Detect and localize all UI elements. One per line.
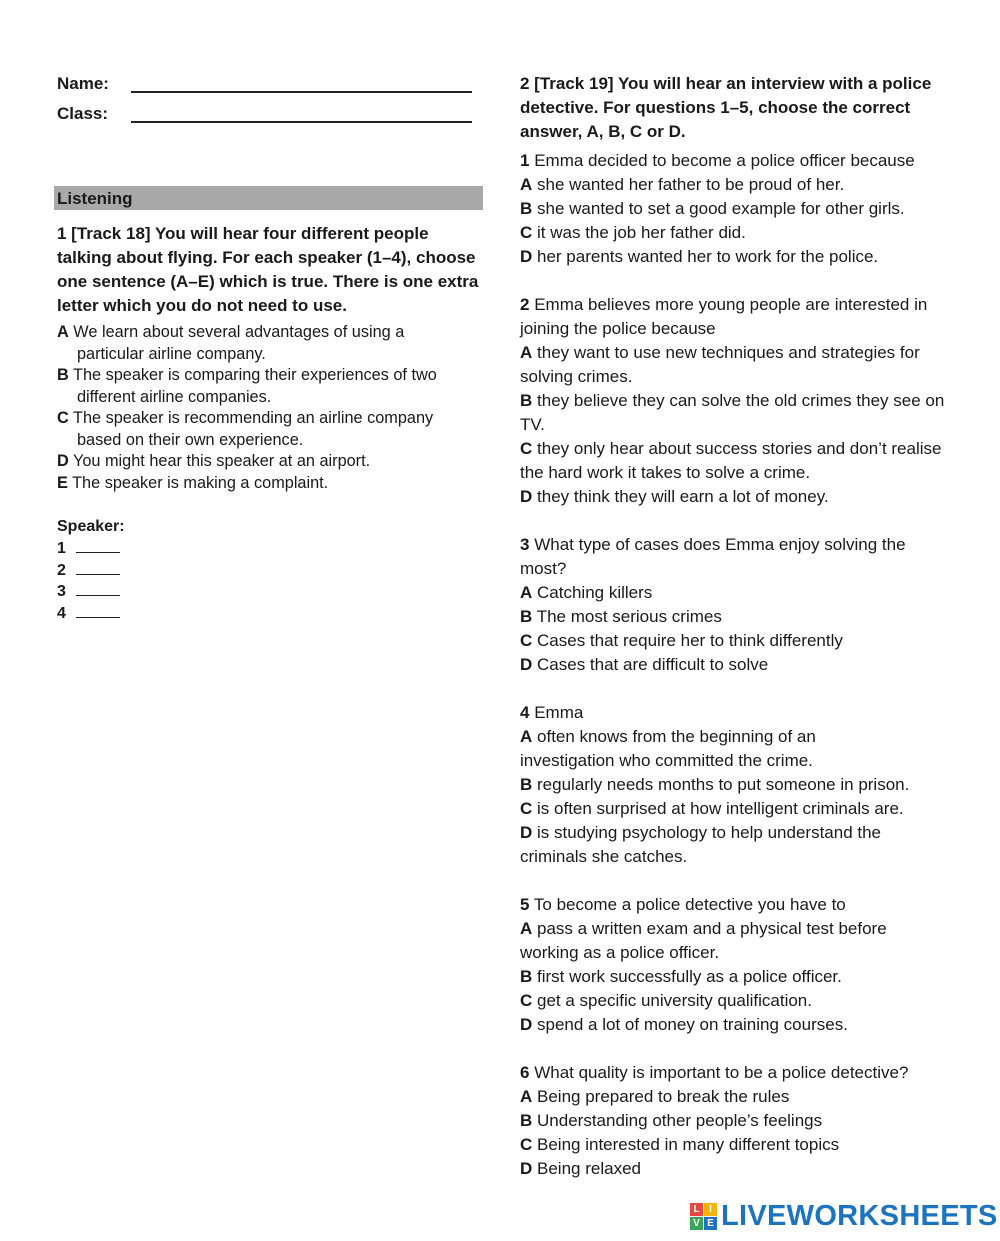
question-2 bbox=[520, 293, 945, 509]
option-letter: B bbox=[520, 391, 533, 410]
option-letter: C bbox=[520, 631, 533, 650]
option-text-cont: based on their own experience. bbox=[77, 430, 304, 449]
option-letter: C bbox=[520, 1135, 533, 1154]
question-number: 2 bbox=[520, 295, 530, 314]
answer-option[interactable] bbox=[520, 1013, 945, 1037]
option-letter: A bbox=[520, 343, 533, 362]
option-letter: C bbox=[520, 991, 533, 1010]
speaker-number: 3 bbox=[57, 583, 66, 600]
option-c bbox=[57, 408, 487, 451]
option-text: spend a lot of money on training courses. bbox=[537, 1015, 848, 1034]
option-letter: B bbox=[520, 775, 533, 794]
question-stem bbox=[520, 893, 945, 917]
answer-option[interactable] bbox=[520, 485, 945, 509]
option-text: The speaker is making a complaint. bbox=[72, 473, 329, 492]
option-e bbox=[57, 473, 487, 495]
class-label: Class: bbox=[57, 104, 109, 123]
option-text: is studying psychology to help understand the criminals she catches. bbox=[520, 823, 882, 866]
answer-option[interactable] bbox=[520, 1109, 960, 1133]
question-text: What type of cases does Emma enjoy solving the most? bbox=[520, 535, 906, 578]
option-text: it was the job her father did. bbox=[537, 223, 746, 242]
option-text: The speaker is comparing their experiences of two bbox=[73, 366, 437, 384]
option-text: they only hear about success stories and don’t realise the hard work it takes to solve a crime. bbox=[520, 439, 942, 482]
option-letter: A bbox=[57, 323, 69, 341]
answer-option[interactable] bbox=[520, 389, 945, 437]
logo-wordmark: LIVEWORKSHEETS bbox=[721, 1199, 998, 1232]
answer-option[interactable] bbox=[520, 245, 960, 269]
question-6 bbox=[520, 1061, 960, 1181]
option-text: Cases that require her to think differently bbox=[537, 631, 843, 650]
option-text-cont: particular airline company. bbox=[77, 344, 266, 363]
speaker-row bbox=[57, 560, 120, 582]
option-text: Being relaxed bbox=[537, 1159, 641, 1178]
question-number: 3 bbox=[520, 535, 530, 554]
option-letter: A bbox=[520, 919, 533, 938]
option-letter: A bbox=[520, 727, 533, 746]
name-field[interactable] bbox=[131, 91, 472, 93]
speaker-2-answer[interactable] bbox=[76, 560, 120, 575]
option-letter: B bbox=[520, 967, 533, 986]
logo-mark-icon bbox=[690, 1203, 717, 1230]
question-3 bbox=[520, 533, 945, 677]
option-text: often knows from the beginning of an investigation who committed the crime. bbox=[520, 727, 816, 770]
answer-option[interactable] bbox=[520, 605, 945, 629]
option-letter: B bbox=[57, 366, 69, 384]
option-text: they think they will earn a lot of money. bbox=[537, 487, 829, 506]
option-text: is often surprised at how intelligent criminals are. bbox=[537, 799, 904, 818]
option-letter: B bbox=[520, 199, 533, 218]
answer-option[interactable] bbox=[520, 917, 920, 965]
speaker-number: 2 bbox=[57, 561, 66, 579]
option-text: she wanted her father to be proud of her. bbox=[537, 175, 845, 194]
option-text: The most serious crimes bbox=[536, 607, 722, 626]
option-text: first work successfully as a police officer. bbox=[537, 967, 842, 986]
speaker-label: Speaker: bbox=[57, 518, 125, 535]
option-text: Catching killers bbox=[537, 583, 653, 602]
option-letter: B bbox=[520, 1111, 533, 1130]
answer-option[interactable] bbox=[520, 221, 960, 245]
option-text: You might hear this speaker at an airport. bbox=[73, 452, 371, 470]
answer-option[interactable] bbox=[520, 341, 945, 389]
answer-option[interactable] bbox=[520, 965, 945, 989]
option-letter: B bbox=[520, 607, 533, 626]
question-stem bbox=[520, 701, 945, 725]
speaker-1-answer[interactable] bbox=[76, 538, 120, 553]
option-letter: A bbox=[520, 1087, 533, 1106]
option-letter: A bbox=[520, 175, 533, 194]
section-title: Listening bbox=[57, 189, 133, 208]
option-text: her parents wanted her to work for the police. bbox=[537, 247, 879, 266]
answer-option[interactable] bbox=[520, 1157, 960, 1181]
option-letter: D bbox=[57, 452, 69, 470]
answer-option[interactable] bbox=[520, 821, 920, 869]
class-field[interactable] bbox=[131, 121, 472, 123]
answer-option[interactable] bbox=[520, 629, 945, 653]
name-label: Name: bbox=[57, 74, 109, 93]
answer-option[interactable] bbox=[520, 1133, 960, 1157]
option-letter: D bbox=[520, 823, 533, 842]
option-letter: C bbox=[520, 223, 533, 242]
speaker-row bbox=[57, 603, 120, 625]
speaker-3-answer[interactable] bbox=[76, 581, 120, 596]
option-letter: D bbox=[520, 487, 533, 506]
option-text: Cases that are difficult to solve bbox=[537, 655, 769, 674]
logo-tile: L bbox=[690, 1203, 703, 1216]
question-5 bbox=[520, 893, 945, 1037]
speaker-row bbox=[57, 581, 120, 603]
question-text: What quality is important to be a police detective? bbox=[534, 1063, 909, 1082]
question-stem bbox=[520, 293, 945, 341]
speaker-row bbox=[57, 538, 120, 560]
question-stem bbox=[520, 149, 960, 173]
option-text-cont: different airline companies. bbox=[77, 387, 272, 406]
answer-option[interactable] bbox=[520, 773, 945, 797]
option-b bbox=[57, 365, 487, 408]
speaker-answers bbox=[57, 538, 120, 624]
speaker-number: 4 bbox=[57, 604, 66, 622]
question-number: 4 bbox=[520, 703, 530, 722]
option-d bbox=[57, 451, 487, 473]
option-letter: D bbox=[520, 655, 533, 674]
question-stem bbox=[520, 533, 945, 581]
part1-instruction: 1 [Track 18] You will hear four different people talking about flying. For each speaker (1–4), choose one sentence (A–E) which is true. There is one extra letter which you do not need to use. bbox=[57, 224, 479, 315]
speaker-4-answer[interactable] bbox=[76, 603, 120, 618]
answer-option[interactable] bbox=[520, 989, 945, 1013]
option-letter: D bbox=[520, 247, 533, 266]
option-text: regularly needs months to put someone in prison. bbox=[537, 775, 910, 794]
question-number: 6 bbox=[520, 1063, 530, 1082]
question-4 bbox=[520, 701, 945, 869]
option-text: they want to use new techniques and strategies for solving crimes. bbox=[520, 343, 920, 386]
part1-options bbox=[57, 322, 487, 494]
question-number: 5 bbox=[520, 895, 530, 914]
option-text: We learn about several advantages of using a bbox=[73, 323, 405, 341]
question-1 bbox=[520, 149, 960, 269]
option-letter: A bbox=[520, 583, 533, 602]
option-text: get a specific university qualification. bbox=[537, 991, 812, 1010]
answer-option[interactable] bbox=[520, 653, 945, 677]
option-letter: C bbox=[520, 439, 533, 458]
answer-option[interactable] bbox=[520, 437, 945, 485]
option-text: pass a written exam and a physical test before working as a police officer. bbox=[520, 919, 887, 962]
liveworksheets-logo bbox=[690, 1199, 998, 1233]
option-text: she wanted to set a good example for other girls. bbox=[537, 199, 905, 218]
answer-option[interactable] bbox=[520, 581, 945, 605]
option-text: Being prepared to break the rules bbox=[537, 1087, 790, 1106]
question-text: Emma decided to become a police officer because bbox=[534, 151, 915, 170]
question-text: To become a police detective you have to bbox=[533, 895, 846, 914]
part2-instruction: 2 [Track 19] You will hear an interview with a police detective. For questions 1–5, choose the correct answer, A, B, C or D. bbox=[520, 74, 932, 141]
option-text: they believe they can solve the old crimes they see on TV. bbox=[520, 391, 945, 434]
option-letter: E bbox=[57, 473, 68, 492]
option-letter: C bbox=[520, 799, 533, 818]
question-text: Emma bbox=[534, 703, 584, 722]
option-text: Being interested in many different topics bbox=[537, 1135, 840, 1154]
option-letter: D bbox=[520, 1159, 533, 1178]
option-text: Understanding other people’s feelings bbox=[537, 1111, 823, 1130]
question-number: 1 bbox=[520, 151, 530, 170]
question-stem bbox=[520, 1061, 960, 1085]
question-text: Emma believes more young people are interested in joining the police because bbox=[520, 295, 928, 338]
answer-option[interactable] bbox=[520, 173, 960, 197]
answer-option[interactable] bbox=[520, 197, 960, 221]
logo-tile: I bbox=[704, 1203, 717, 1216]
answer-option[interactable] bbox=[520, 725, 850, 773]
option-text: The speaker is recommending an airline company bbox=[73, 409, 434, 427]
answer-option[interactable] bbox=[520, 1085, 960, 1109]
logo-tile: E bbox=[704, 1217, 717, 1230]
section-header bbox=[54, 186, 483, 210]
option-letter: D bbox=[520, 1015, 533, 1034]
part2-questions bbox=[520, 149, 960, 1181]
answer-option[interactable] bbox=[520, 797, 945, 821]
logo-tile: V bbox=[690, 1217, 703, 1230]
option-letter: C bbox=[57, 409, 69, 427]
option-a bbox=[57, 322, 487, 365]
speaker-number: 1 bbox=[57, 540, 66, 557]
